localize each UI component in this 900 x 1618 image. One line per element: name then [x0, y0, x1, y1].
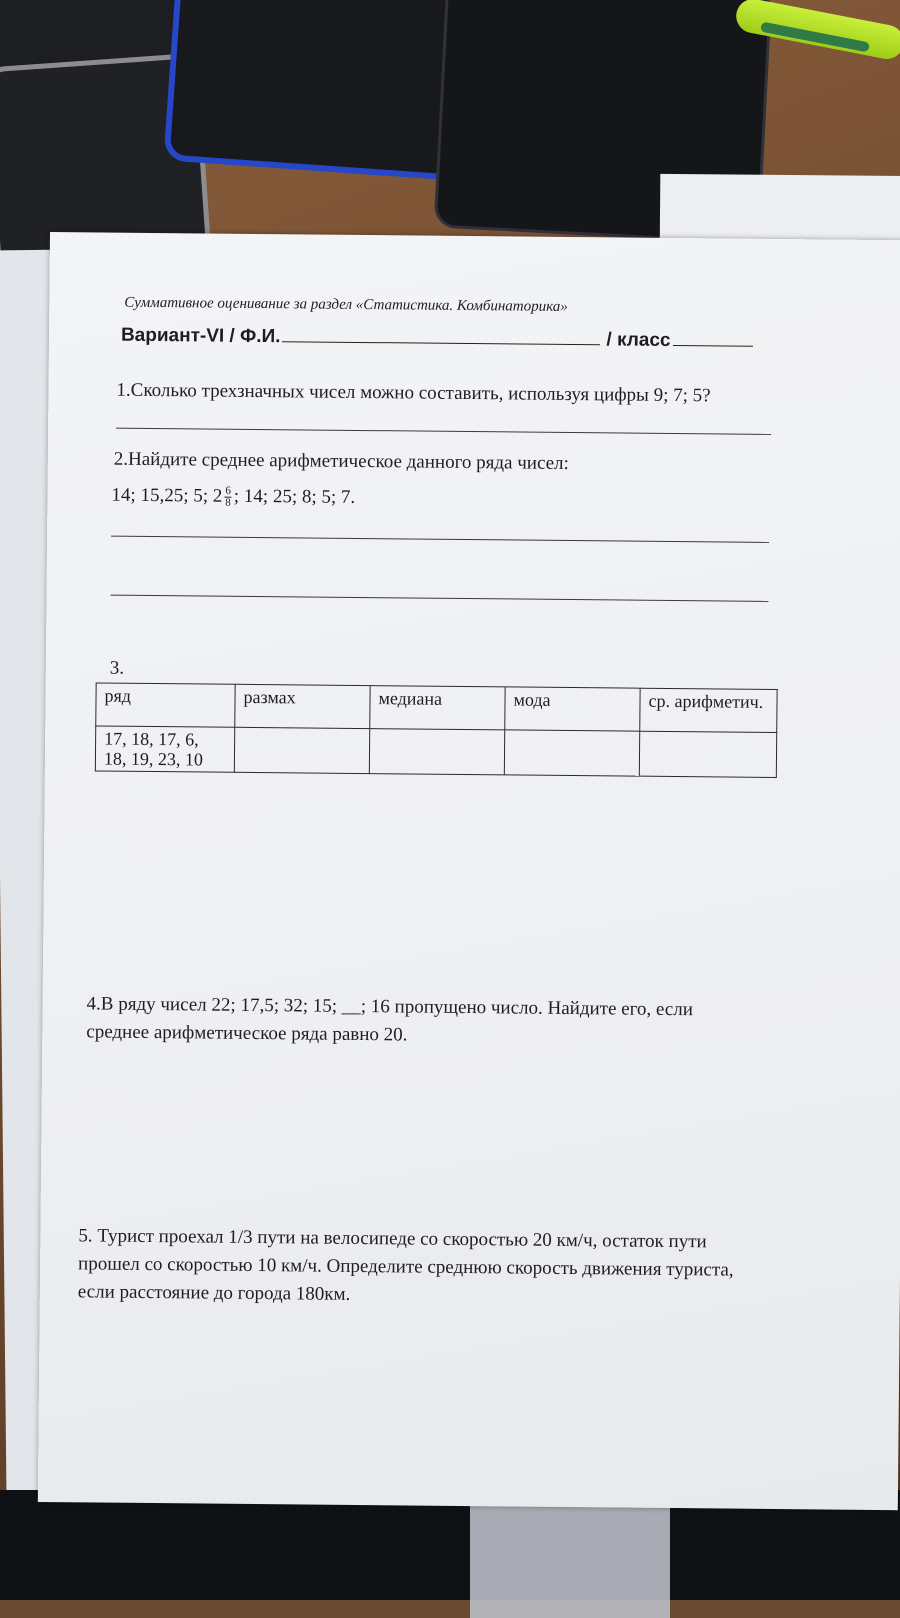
variant-label: Вариант-VI / Ф.И.	[120, 324, 281, 348]
question-2: 2.Найдите среднее арифметическое данного ряда чисел:	[113, 448, 569, 474]
mixed-fraction	[224, 486, 232, 509]
question-5-line-3: если расстояние до города 180км.	[77, 1281, 351, 1305]
statistics-table	[95, 682, 778, 778]
header-range: размах	[235, 684, 370, 728]
header-row: ряд	[96, 683, 235, 727]
variant-line	[121, 325, 753, 353]
series-start: 14; 15,25; 5; 2	[111, 484, 223, 507]
header-median: медиана	[370, 686, 505, 730]
question-1: 1.Сколько трехзначных чисел можно составить, используя цифры 9; 7; 5?	[116, 379, 711, 407]
question-4-line-1: 4.В ряду чисел 22; 17,5; 32; 15; __; 16 пропущено число. Найдите его, если	[86, 993, 694, 1021]
answer-line-2a	[111, 536, 769, 543]
fraction-denominator: 8	[225, 496, 231, 509]
question-5	[78, 1222, 734, 1312]
answer-line-1	[116, 428, 771, 435]
series-end: ; 14; 25; 8; 5; 7.	[233, 485, 356, 508]
header-mean: ср. арифметич.	[640, 688, 777, 732]
series-cell	[95, 726, 234, 772]
header-mode: мода	[505, 687, 640, 731]
median-answer-cell	[369, 729, 504, 775]
mean-answer-cell	[639, 731, 776, 777]
fraction-numerator: 6	[225, 484, 231, 497]
question-4-line-2: среднее арифметическое ряда равно 20.	[86, 1021, 408, 1046]
name-blank	[282, 327, 600, 345]
question-2-series	[111, 485, 355, 510]
class-blank	[672, 331, 752, 347]
question-3-label: 3.	[109, 657, 125, 679]
range-answer-cell	[234, 727, 369, 773]
question-4	[86, 990, 693, 1052]
table-row	[95, 726, 776, 778]
series-line-2: 18, 19, 23, 10	[103, 748, 204, 770]
answer-line-2b	[111, 595, 769, 602]
table-header-row	[96, 683, 777, 733]
mode-answer-cell	[504, 730, 639, 776]
series-line-1: 17, 18, 17, 6,	[104, 728, 199, 750]
worksheet	[38, 232, 900, 1510]
question-5-line-1: 5. Турист проехал 1/3 пути на велосипеде со скоростью 20 км/ч, остаток пути	[78, 1225, 707, 1253]
question-5-line-2: прошел со скоростью 10 км/ч. Определите среднюю скорость движения туриста,	[77, 1253, 734, 1281]
worksheet-header: Суммативное оценивание за раздел «Статистика. Комбинаторика»	[124, 294, 568, 315]
class-label: / класс	[606, 329, 671, 351]
